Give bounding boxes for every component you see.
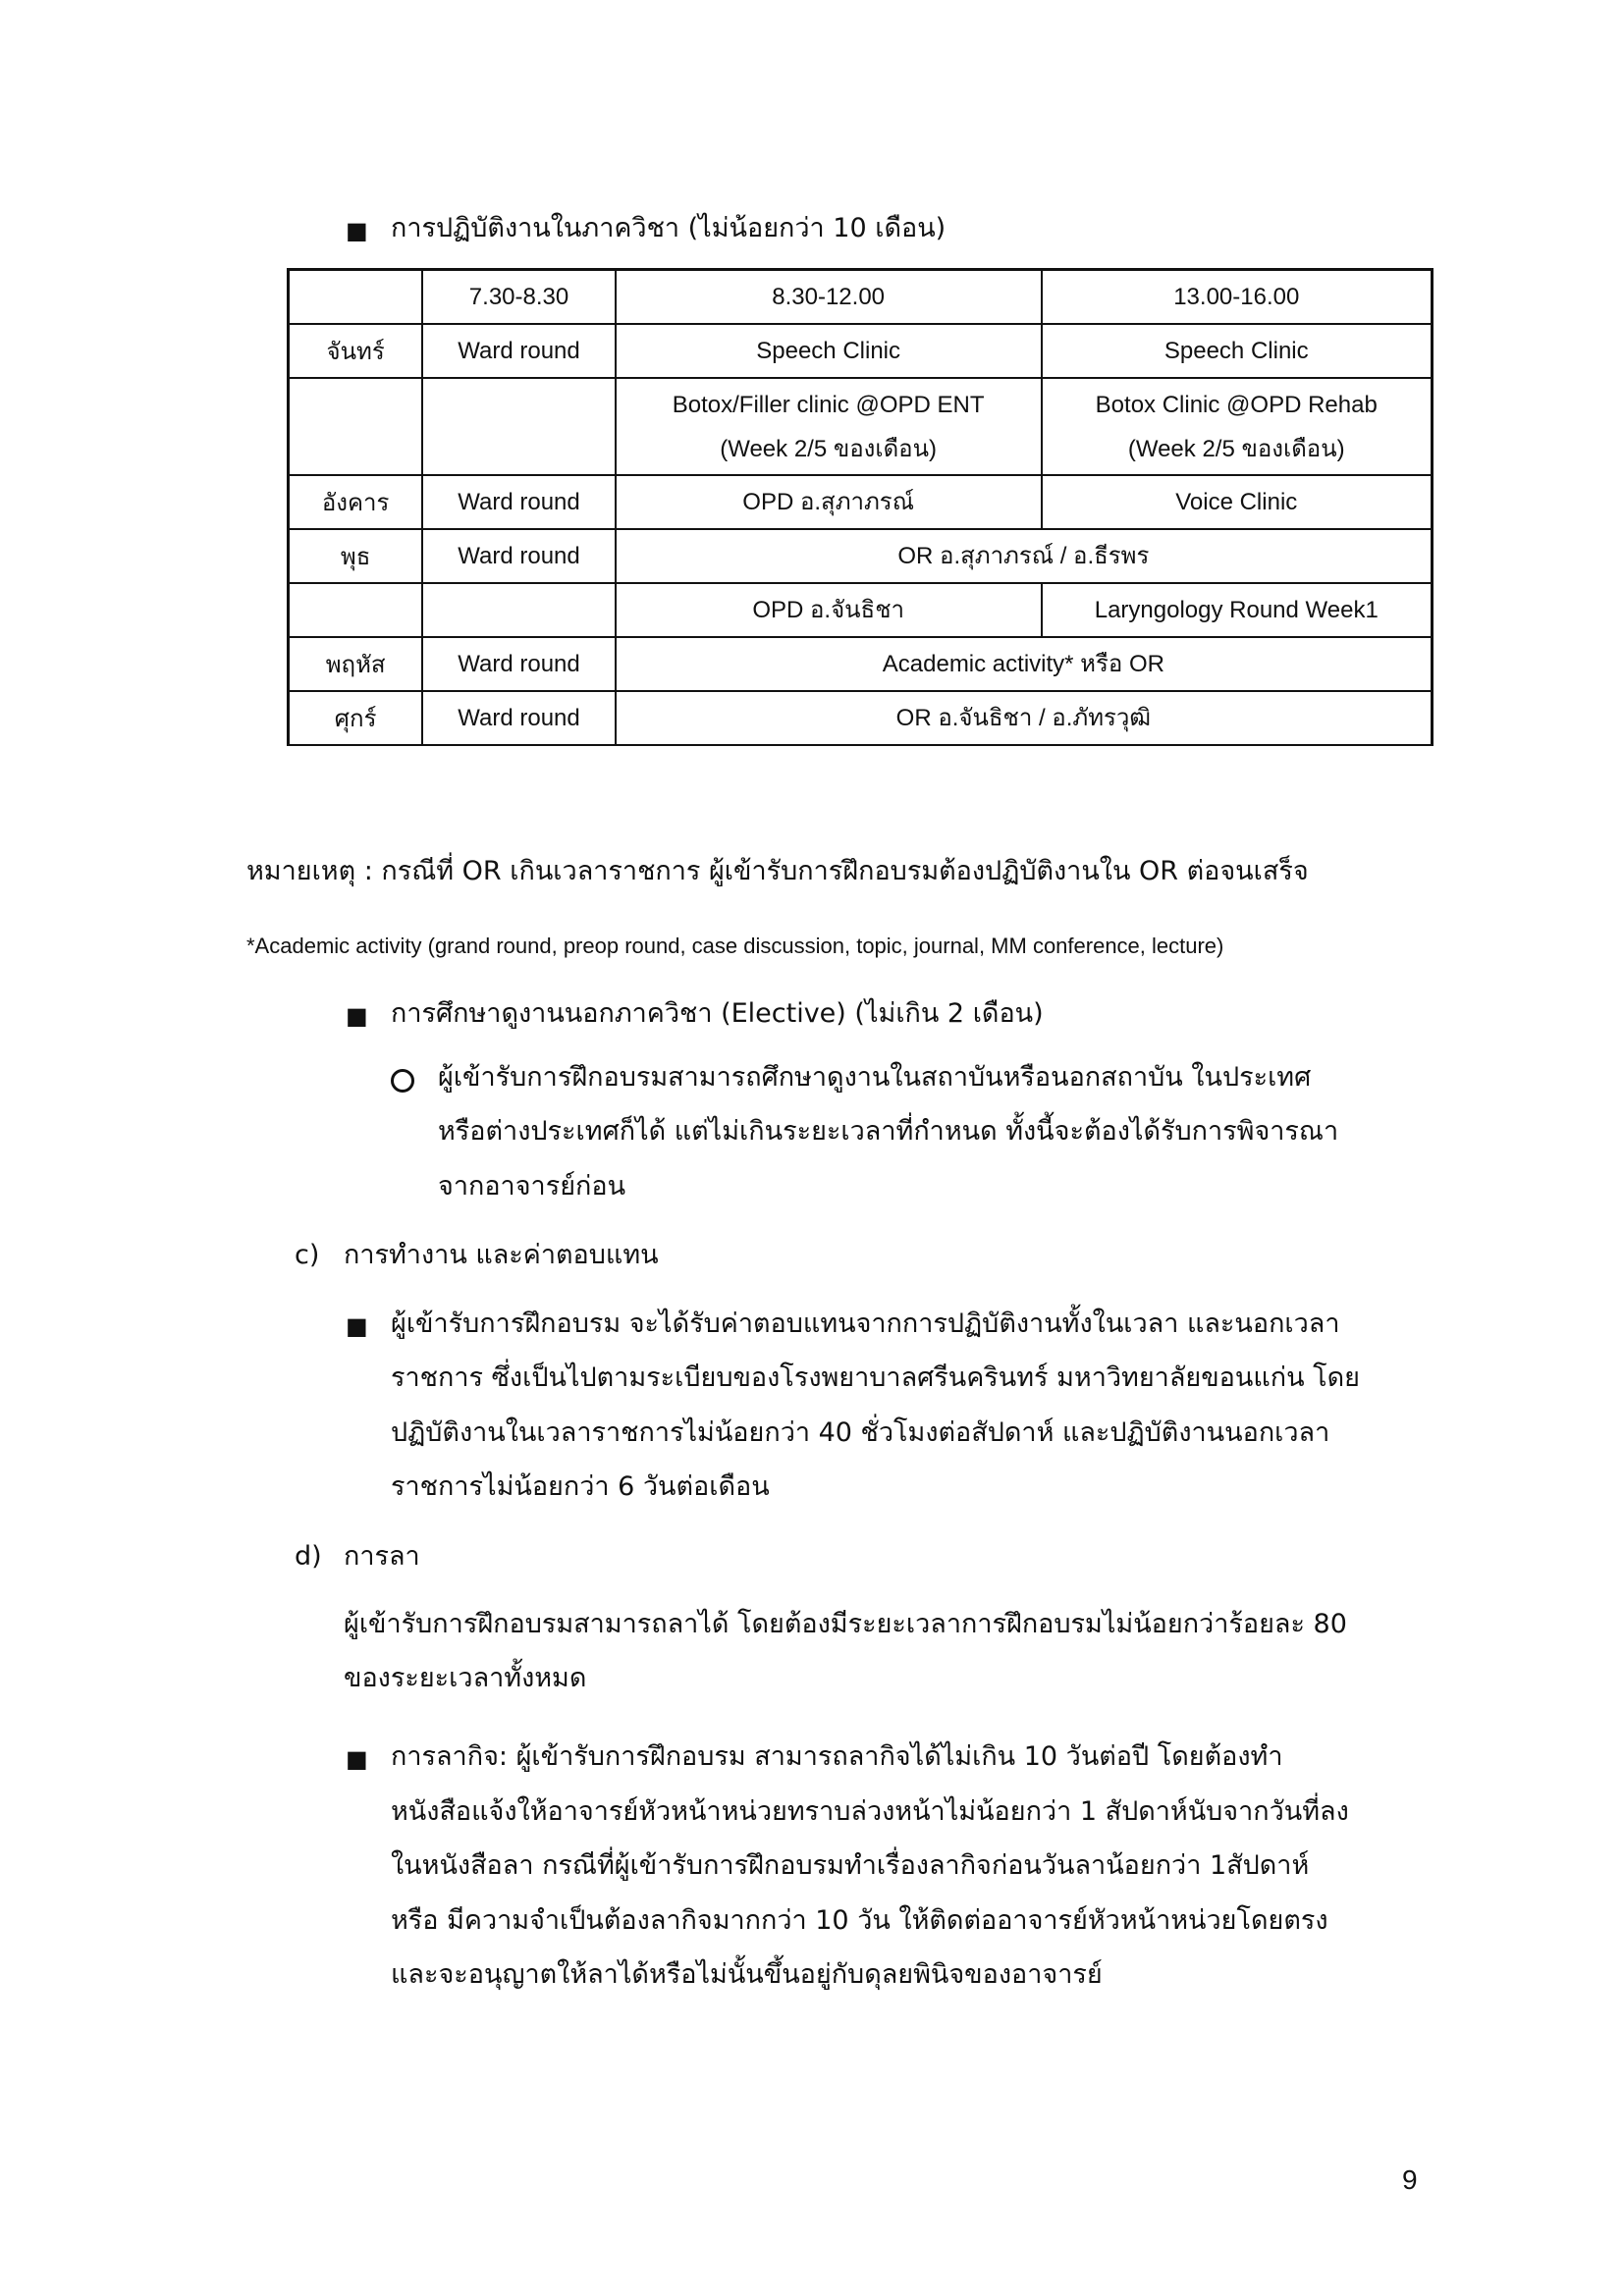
work-line: ปฏิบัติงานในเวลาราชการไม่น้อยกว่า 40 ชั่วโมงต่อสัปดาห์ และปฏิบัติงานนอกเวลา: [391, 1417, 1330, 1448]
section-marker: c): [295, 1240, 320, 1270]
afternoon-cell: [1042, 378, 1433, 475]
section-marker: d): [295, 1541, 322, 1572]
table-row: [289, 378, 1433, 475]
day-cell: [289, 583, 423, 637]
personal-leave-line: การลากิจ: ผู้เข้ารับการฝึกอบรม สามารถลากิจได้ไม่เกิน 10 วันต่อปี โดยต้องทำ: [391, 1741, 1283, 1772]
table-note: หมายเหตุ : กรณีที่ OR เกินเวลาราชการ ผู้เข้ารับการฝึกอบรมต้องปฏิบัติงานใน OR ต่อจนเสร็จ: [246, 856, 1309, 886]
elective-line: ผู้เข้ารับการฝึกอบรมสามารถศึกษาดูงานในสถาบันหรือนอกสถาบัน ในประเทศ: [438, 1062, 1312, 1093]
leave-intro-line: ผู้เข้ารับการฝึกอบรมสามารถลาได้ โดยต้องมีระยะเวลาการฝึกอบรมไม่น้อยกว่าร้อยละ 80: [344, 1609, 1347, 1639]
leave-intro-line: ของระยะเวลาทั้งหมด: [344, 1663, 587, 1693]
work-line: ผู้เข้ารับการฝึกอบรม จะได้รับค่าตอบแทนจากการปฏิบัติงานทั้งในเวลา และนอกเวลา: [391, 1308, 1340, 1339]
merged-cell: OR อ.สุภาภรณ์ / อ.ธีรพร: [616, 529, 1433, 583]
elective-line: หรือต่างประเทศก็ได้ แต่ไม่เกินระยะเวลาที่กำหนด ทั้งนี้จะต้องได้รับการพิจารณา: [438, 1116, 1339, 1147]
work-line: ราชการ ซึ่งเป็นไปตามระเบียบของโรงพยาบาลศรีนครินทร์ มหาวิทยาลัยขอนแก่น โดย: [391, 1362, 1360, 1393]
early-cell: Ward round: [422, 475, 615, 529]
personal-leave-line: และจะอนุญาตให้ลาได้หรือไม่นั้นขึ้นอยู่กับดุลยพินิจของอาจารย์: [391, 1959, 1103, 1990]
header-cell-early: 7.30-8.30: [422, 270, 615, 324]
circle-bullet-icon: [391, 1069, 414, 1093]
merged-cell: OR อ.จันธิชา / อ.ภัทรวุฒิ: [616, 691, 1433, 745]
afternoon-cell-line: Botox Clinic @OPD Rehab: [1095, 391, 1378, 418]
day-cell: พุธ: [289, 529, 423, 583]
section-title: การปฏิบัติงานในภาควิชา (ไม่น้อยกว่า 10 เดือน): [391, 213, 947, 243]
table-row: [289, 637, 1433, 691]
personal-leave-line: หนังสือแจ้งให้อาจารย์หัวหน้าหน่วยทราบล่วงหน้าไม่น้อยกว่า 1 สัปดาห์นับจากวันที่ลง: [391, 1796, 1349, 1827]
leave-title: การลา: [344, 1541, 420, 1572]
morning-cell: OPD อ.จันธิชา: [616, 583, 1042, 637]
table-row: [289, 324, 1433, 378]
table-row: [289, 691, 1433, 745]
day-cell: อังคาร: [289, 475, 423, 529]
afternoon-cell: Voice Clinic: [1042, 475, 1433, 529]
early-cell: Ward round: [422, 529, 615, 583]
elective-title: การศึกษาดูงานนอกภาควิชา (Elective) (ไม่เกิน 2 เดือน): [391, 998, 1044, 1029]
academic-note: *Academic activity (grand round, preop round, case discussion, topic, journal, MM conference, lecture): [246, 934, 1224, 958]
afternoon-cell: Speech Clinic: [1042, 324, 1433, 378]
square-bullet-icon: ■: [346, 217, 368, 244]
header-cell-day: [289, 270, 423, 324]
work-line: ราชการไม่น้อยกว่า 6 วันต่อเดือน: [391, 1471, 770, 1502]
afternoon-cell-line: (Week 2/5 ของเดือน): [1127, 435, 1345, 462]
early-cell: [422, 583, 615, 637]
day-cell: ศุกร์: [289, 691, 423, 745]
header-cell-morning: 8.30-12.00: [616, 270, 1042, 324]
personal-leave-line: ในหนังสือลา กรณีที่ผู้เข้ารับการฝึกอบรมทำเรื่องลากิจก่อนวันลาน้อยกว่า 1สัปดาห์: [391, 1850, 1310, 1881]
early-cell: Ward round: [422, 691, 615, 745]
elective-line: จากอาจารย์ก่อน: [438, 1171, 626, 1201]
table-row: [289, 475, 1433, 529]
page-number: 9: [1402, 2164, 1418, 2195]
table-row: [289, 529, 1433, 583]
merged-cell: Academic activity* หรือ OR: [616, 637, 1433, 691]
table-header-row: [289, 270, 1433, 324]
day-cell: จันทร์: [289, 324, 423, 378]
day-cell: [289, 378, 423, 475]
header-cell-afternoon: 13.00-16.00: [1042, 270, 1433, 324]
afternoon-cell: Laryngology Round Week1: [1042, 583, 1433, 637]
morning-cell-line: (Week 2/5 ของเดือน): [720, 435, 937, 462]
morning-cell: [616, 378, 1042, 475]
day-cell: พฤหัส: [289, 637, 423, 691]
personal-leave-line: หรือ มีความจำเป็นต้องลากิจมากกว่า 10 วัน ให้ติดต่ออาจารย์หัวหน้าหน่วยโดยตรง: [391, 1905, 1328, 1936]
morning-cell-line: Botox/Filler clinic @OPD ENT: [672, 391, 985, 418]
early-cell: Ward round: [422, 324, 615, 378]
work-title: การทำงาน และค่าตอบแทน: [344, 1240, 659, 1270]
square-bullet-icon: ■: [346, 1002, 368, 1030]
schedule-table: [287, 268, 1434, 746]
early-cell: Ward round: [422, 637, 615, 691]
square-bullet-icon: ■: [346, 1312, 368, 1340]
morning-cell: Speech Clinic: [616, 324, 1042, 378]
morning-cell: OPD อ.สุภาภรณ์: [616, 475, 1042, 529]
early-cell: [422, 378, 615, 475]
square-bullet-icon: ■: [346, 1745, 368, 1773]
table-row: [289, 583, 1433, 637]
